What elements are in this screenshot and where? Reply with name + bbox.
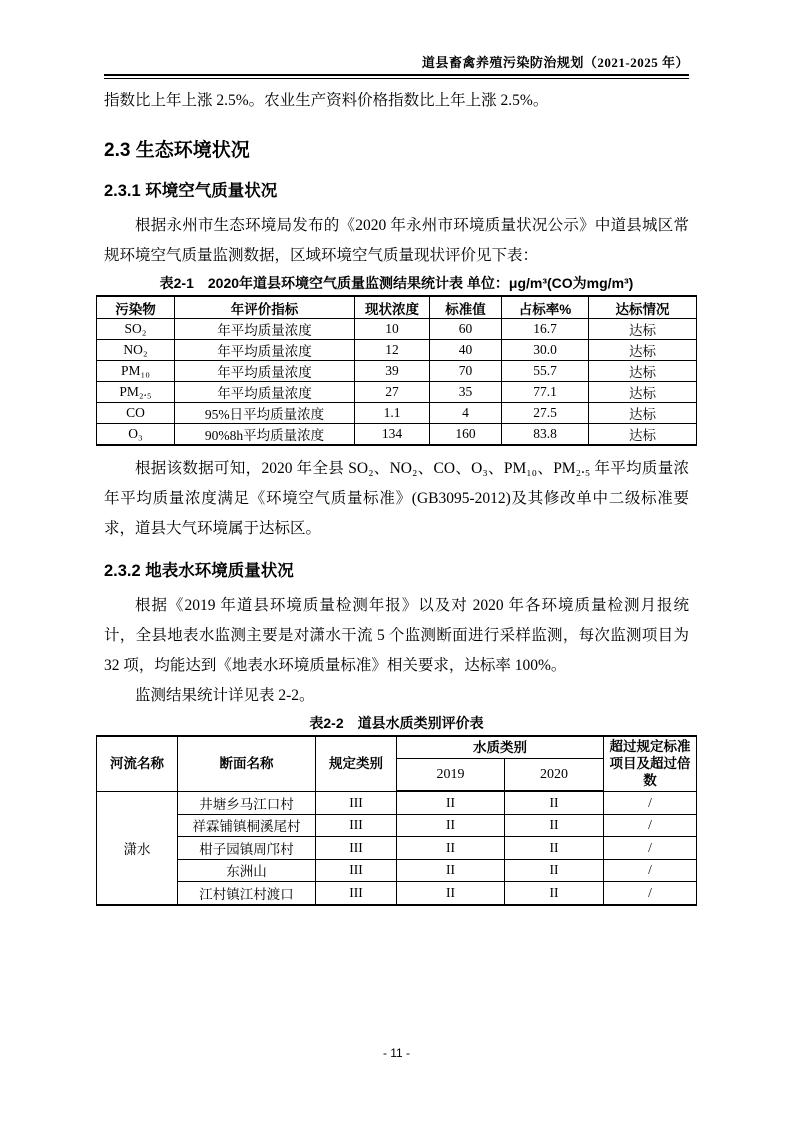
surface-water-paragraph: 根据《2019 年道县环境质量检测年报》以及对 2020 年各环境质量检测月报统计，全县地表水监测主要是对潇水干流 5 个监测断面进行采样监测，每次监测项目为 32 项，均能达到《地表水环境质量标准》相关要求，达标率 100%。 — [104, 597, 689, 674]
table-cell: 柑子园镇周邝村 — [178, 837, 316, 860]
river-name-cell: 潇水 — [97, 791, 178, 905]
table-cell: 达标 — [589, 403, 697, 424]
table-cell: 95%日平均质量浓度 — [175, 403, 355, 424]
table-cell: 40 — [430, 340, 502, 361]
table-row — [97, 340, 697, 361]
header-title: 道县畜禽养殖污染防治规划（2021-2025 年） — [421, 55, 689, 70]
table-header-cell: 占标率% — [502, 296, 589, 319]
table-header-cell: 2019 — [397, 759, 505, 792]
table-header-row — [97, 736, 697, 759]
table-row — [97, 837, 697, 860]
table-cell: 达标 — [589, 340, 697, 361]
table-cell: 井塘乡马江口村 — [178, 791, 316, 814]
table-cell: III — [316, 882, 397, 905]
table-row — [97, 319, 697, 340]
section-heading-2-3: 2.3 生态环境状况 — [104, 140, 250, 161]
air-quality-paragraph: 根据永州市生态环境局发布的《2020 年永州市环境质量状况公示》中道县城区常规环境空气质量监测数据，区域环境空气质量现状评价见下表： — [104, 217, 689, 264]
table-header-cell: 污染物 — [97, 296, 175, 319]
table-row — [97, 424, 697, 446]
table-cell: II — [397, 791, 505, 814]
table-cell: NO₂ — [97, 340, 175, 361]
table-cell: 12 — [355, 340, 430, 361]
table-reference-line: 监测结果统计详见表 2-2。 — [135, 687, 315, 704]
table-cell: III — [316, 814, 397, 837]
table-cell: II — [397, 859, 505, 882]
table-row — [97, 791, 697, 814]
table-header-cell: 断面名称 — [178, 736, 316, 791]
header-rule — [104, 74, 689, 79]
table-cell: 35 — [430, 382, 502, 403]
running-header — [104, 52, 689, 79]
table-cell: II — [505, 791, 604, 814]
table-header-cell: 标准值 — [430, 296, 502, 319]
table-header-cell: 达标情况 — [589, 296, 697, 319]
table-cell: 134 — [355, 424, 430, 446]
table-row — [97, 361, 697, 382]
table-cell: 4 — [430, 403, 502, 424]
table-header-cell: 水质类别 — [397, 736, 604, 759]
page-number: - 11 - — [382, 1046, 411, 1060]
table-header-cell: 2020 — [505, 759, 604, 792]
table-cell: 60 — [430, 319, 502, 340]
table-header-cell: 超过规定标准项目及超过倍数 — [604, 736, 697, 791]
table-cell: 达标 — [589, 361, 697, 382]
table-cell: III — [316, 859, 397, 882]
table-cell: 27.5 — [502, 403, 589, 424]
air-quality-table — [96, 295, 697, 446]
table-cell: 10 — [355, 319, 430, 340]
intro-paragraph: 指数比上年上涨 2.5%。农业生产资料价格指数比上年上涨 2.5%。 — [104, 92, 549, 109]
table-cell: O₃ — [97, 424, 175, 446]
table-cell: 祥霖铺镇桐溪尾村 — [178, 814, 316, 837]
table-cell: 年平均质量浓度 — [175, 340, 355, 361]
table-cell: 16.7 — [502, 319, 589, 340]
table-cell: / — [604, 859, 697, 882]
table-cell: 达标 — [589, 424, 697, 446]
table-cell: II — [397, 814, 505, 837]
table-cell: 江村镇江村渡口 — [178, 882, 316, 905]
table-header-cell: 现状浓度 — [355, 296, 430, 319]
table-cell: II — [505, 814, 604, 837]
table-row — [97, 814, 697, 837]
table-cell: / — [604, 814, 697, 837]
table-cell: PM₁₀ — [97, 361, 175, 382]
table-header-row — [97, 296, 697, 319]
table-row — [97, 403, 697, 424]
table-cell: III — [316, 837, 397, 860]
table-cell: 55.7 — [502, 361, 589, 382]
table-cell: 70 — [430, 361, 502, 382]
table-cell: 39 — [355, 361, 430, 382]
table-cell: 1.1 — [355, 403, 430, 424]
table-cell: 年平均质量浓度 — [175, 319, 355, 340]
table-cell: 27 — [355, 382, 430, 403]
water-quality-table — [96, 735, 697, 906]
table-cell: 年平均质量浓度 — [175, 361, 355, 382]
table-row — [97, 882, 697, 905]
table-cell: 年平均质量浓度 — [175, 382, 355, 403]
section-heading-2-3-1: 2.3.1 环境空气质量状况 — [104, 182, 278, 200]
table-cell: II — [397, 882, 505, 905]
table-cell: 83.8 — [502, 424, 589, 446]
table-cell: 77.1 — [502, 382, 589, 403]
table-cell: II — [505, 859, 604, 882]
table-cell: 30.0 — [502, 340, 589, 361]
table-row — [97, 859, 697, 882]
table-cell: / — [604, 882, 697, 905]
table-cell: SO₂ — [97, 319, 175, 340]
table-cell: 达标 — [589, 319, 697, 340]
table-cell: 达标 — [589, 382, 697, 403]
table-row — [97, 382, 697, 403]
table-header-cell: 年评价指标 — [175, 296, 355, 319]
air-table-caption: 表2-1 2020年道县环境空气质量监测结果统计表 单位：μg/m³(CO为mg/m³) — [159, 275, 634, 291]
table-header-cell: 河流名称 — [97, 736, 178, 791]
table-cell: / — [604, 791, 697, 814]
table-cell: 90%8h平均质量浓度 — [175, 424, 355, 446]
table-cell: / — [604, 837, 697, 860]
table-cell: 东洲山 — [178, 859, 316, 882]
water-table-caption: 表2-2 道县水质类别评价表 — [309, 715, 484, 731]
table-cell: 160 — [430, 424, 502, 446]
table-cell: II — [505, 837, 604, 860]
table-cell: II — [397, 837, 505, 860]
section-heading-2-3-2: 2.3.2 地表水环境质量状况 — [104, 562, 294, 580]
table-cell: PM₂.₅ — [97, 382, 175, 403]
table-header-cell: 规定类别 — [316, 736, 397, 791]
table-cell: CO — [97, 403, 175, 424]
table-cell: II — [505, 882, 604, 905]
air-analysis-paragraph: 根据该数据可知，2020 年全县 SO₂、NO₂、CO、O₃、PM₁₀、PM₂.₅ 年平均质量浓年平均质量浓度满足《环境空气质量标准》(GB3095-2012)及其修改单中二级标准要求，道县大气环境属于达标区。 — [104, 460, 689, 537]
table-cell: III — [316, 791, 397, 814]
